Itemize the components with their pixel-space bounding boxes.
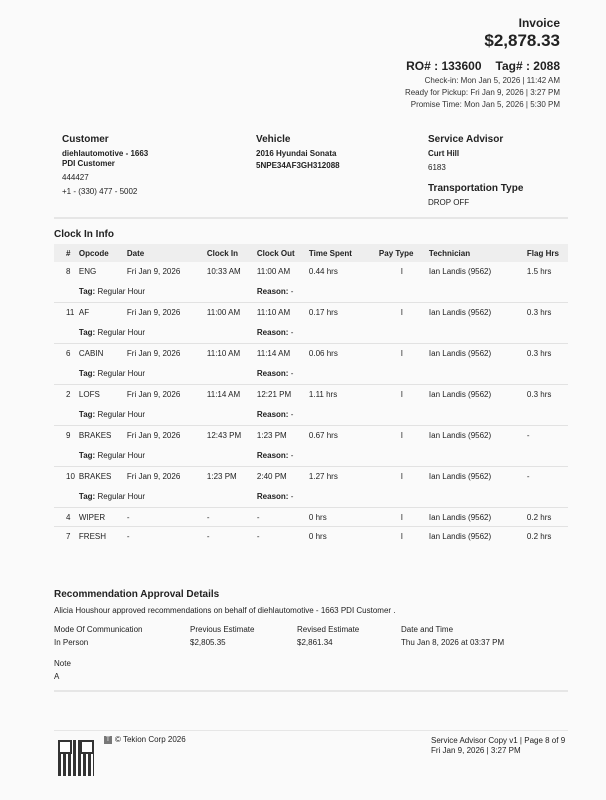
pay-type: I xyxy=(400,471,404,481)
advisor-name: Curt Hill xyxy=(428,149,460,158)
recommendation-title: Recommendation Approval Details xyxy=(54,589,220,600)
clock-out: 1:23 PM xyxy=(256,430,287,440)
time-spent: 0 hrs xyxy=(308,512,327,522)
reason: Reason: - xyxy=(256,491,294,501)
customer-name: diehlautomotive - 1663 xyxy=(62,149,149,158)
customer-block xyxy=(62,134,148,198)
note-block xyxy=(54,657,568,683)
opcode: CABIN xyxy=(78,348,104,358)
row-num: 6 xyxy=(66,348,71,358)
invoice-header xyxy=(405,16,560,109)
pay-type: I xyxy=(400,266,404,276)
clock-out: 2:40 PM xyxy=(256,471,287,481)
date: - xyxy=(126,531,130,541)
tag-row xyxy=(54,362,568,384)
tag-number: Tag# : 2088 xyxy=(495,59,560,73)
col-time-spent: Time Spent xyxy=(307,244,377,262)
pay-type: I xyxy=(400,512,404,522)
note-value: A xyxy=(54,672,60,681)
technician: Ian Landis (9562) xyxy=(428,430,492,440)
mode-value: In Person xyxy=(54,638,89,647)
advisor-block xyxy=(428,134,523,209)
copyright-text: © Tekion Corp 2026 xyxy=(115,735,186,744)
tag-row xyxy=(54,321,568,343)
clock-in-table xyxy=(54,244,568,545)
time-spent: 0.67 hrs xyxy=(308,430,338,440)
customer-phone: +1 - (330) 477 - 5002 xyxy=(62,187,138,196)
time-spent: 1.27 hrs xyxy=(308,471,338,481)
clock-in: 11:00 AM xyxy=(206,307,241,317)
tag: Tag: Regular Hour xyxy=(78,368,146,378)
tekion-logo-icon: T xyxy=(104,736,112,744)
divider xyxy=(54,217,568,219)
clock-out: 11:14 AM xyxy=(256,348,291,358)
reason: Reason: - xyxy=(256,368,294,378)
technician: Ian Landis (9562) xyxy=(428,266,492,276)
vehicle-title: Vehicle xyxy=(256,134,291,145)
flag-hrs: 0.3 hrs xyxy=(526,348,552,358)
reason: Reason: - xyxy=(256,327,294,337)
clock-in: 11:14 AM xyxy=(206,389,241,399)
flag-hrs: - xyxy=(526,471,530,481)
technician: Ian Landis (9562) xyxy=(428,471,492,481)
revised-estimate-value: $2,861.34 xyxy=(297,638,333,647)
row-num: 10 xyxy=(66,471,75,481)
customer-id: 444427 xyxy=(62,173,89,182)
opcode: WIPER xyxy=(78,512,106,522)
flag-hrs: 0.2 hrs xyxy=(526,512,552,522)
pay-type: I xyxy=(400,531,404,541)
transport-type: DROP OFF xyxy=(428,198,470,207)
opcode: BRAKES xyxy=(78,430,112,440)
ro-number: RO# : 133600 xyxy=(406,59,482,73)
table-row xyxy=(54,508,568,526)
table-row xyxy=(54,527,568,545)
tag-row xyxy=(54,485,568,507)
date: Fri Jan 9, 2026 xyxy=(126,430,181,440)
clock-in: 1:23 PM xyxy=(206,471,237,481)
technician: Ian Landis (9562) xyxy=(428,512,492,522)
flag-hrs: - xyxy=(526,430,530,440)
table-row xyxy=(54,344,568,362)
recommendation-section xyxy=(54,589,568,683)
reason: Reason: - xyxy=(256,286,294,296)
pay-type: I xyxy=(400,307,404,317)
vehicle-block xyxy=(256,134,340,172)
date-time-label: Date and Time xyxy=(401,625,454,634)
time-spent: 1.11 hrs xyxy=(308,389,338,399)
estimate-grid xyxy=(54,623,568,649)
technician: Ian Landis (9562) xyxy=(428,348,492,358)
col-num: # xyxy=(54,244,77,262)
time-spent: 0 hrs xyxy=(308,531,327,541)
date: Fri Jan 9, 2026 xyxy=(126,471,181,481)
tag: Tag: Regular Hour xyxy=(78,450,146,460)
table-header xyxy=(54,244,568,262)
flag-hrs: 0.2 hrs xyxy=(526,531,552,541)
pay-type: I xyxy=(400,348,404,358)
customer-title: Customer xyxy=(62,134,109,145)
printed-time: Fri Jan 9, 2026 | 3:27 PM xyxy=(431,746,521,755)
clock-in: - xyxy=(206,531,210,541)
row-num: 11 xyxy=(66,307,75,317)
invoice-total: $2,878.33 xyxy=(484,31,560,50)
col-technician: Technician xyxy=(427,244,525,262)
customer-name-2: PDI Customer xyxy=(62,159,115,168)
clock-in-title: Clock In Info xyxy=(54,229,114,240)
revised-estimate-label: Revised Estimate xyxy=(297,625,360,634)
flag-hrs: 0.3 hrs xyxy=(526,389,552,399)
note-label: Note xyxy=(54,659,71,668)
opcode: BRAKES xyxy=(78,471,112,481)
flag-hrs: 1.5 hrs xyxy=(526,266,552,276)
table-row xyxy=(54,467,568,485)
reason: Reason: - xyxy=(256,450,294,460)
transport-title: Transportation Type xyxy=(428,183,524,194)
table-row xyxy=(54,303,568,321)
doc-type: Invoice xyxy=(518,16,560,30)
pay-type: I xyxy=(400,389,404,399)
table-row xyxy=(54,262,568,280)
vehicle-vin: 5NPE34AF3GH312088 xyxy=(256,161,340,170)
tag-row xyxy=(54,403,568,425)
clock-out: 11:00 AM xyxy=(256,266,291,276)
approval-statement: Alicia Houshour approved recommendations on behalf of diehlautomotive - 1663 PDI Customer . xyxy=(54,606,396,615)
divider xyxy=(54,690,568,692)
time-spent: 0.17 hrs xyxy=(308,307,338,317)
tag-row xyxy=(54,280,568,302)
table-row xyxy=(54,385,568,403)
clock-out: 12:21 PM xyxy=(256,389,292,399)
col-flag-hrs: Flag Hrs xyxy=(525,244,568,262)
reason: Reason: - xyxy=(256,409,294,419)
opcode: AF xyxy=(78,307,90,317)
tag: Tag: Regular Hour xyxy=(78,409,146,419)
date: Fri Jan 9, 2026 xyxy=(126,307,181,317)
date: - xyxy=(126,512,130,522)
check-in: Check-in: Mon Jan 5, 2026 | 11:42 AM xyxy=(424,76,560,85)
tag-row xyxy=(54,444,568,466)
col-opcode: Opcode xyxy=(77,244,125,262)
time-spent: 0.06 hrs xyxy=(308,348,338,358)
row-num: 8 xyxy=(66,266,71,276)
date: Fri Jan 9, 2026 xyxy=(126,348,181,358)
pay-type: I xyxy=(400,430,404,440)
promise-time: Promise Time: Mon Jan 5, 2026 | 5:30 PM xyxy=(410,100,560,109)
flag-hrs: 0.3 hrs xyxy=(526,307,552,317)
tag: Tag: Regular Hour xyxy=(78,286,146,296)
copy-info: Service Advisor Copy v1 | Page 8 of 9 xyxy=(431,736,566,745)
opcode: ENG xyxy=(78,266,97,276)
clock-out: - xyxy=(256,531,260,541)
col-pay-type: Pay Type xyxy=(377,244,427,262)
tag: Tag: Regular Hour xyxy=(78,327,146,337)
row-num: 7 xyxy=(66,531,71,541)
ro-tag-line xyxy=(405,59,560,73)
row-num: 2 xyxy=(66,389,71,399)
advisor-title: Service Advisor xyxy=(428,134,504,145)
advisor-id: 6183 xyxy=(428,163,446,172)
technician: Ian Landis (9562) xyxy=(428,531,492,541)
clock-in: 12:43 PM xyxy=(206,430,242,440)
table-row xyxy=(54,426,568,444)
copyright xyxy=(104,735,186,744)
technician: Ian Landis (9562) xyxy=(428,389,492,399)
clock-in: 10:33 AM xyxy=(206,266,241,276)
date: Fri Jan 9, 2026 xyxy=(126,389,181,399)
opcode: LOFS xyxy=(78,389,100,399)
opcode: FRESH xyxy=(78,531,107,541)
ready-for-pickup: Ready for Pickup: Fri Jan 9, 2026 | 3:27 PM xyxy=(404,88,560,97)
row-num: 4 xyxy=(66,512,71,522)
vehicle-model: 2016 Hyundai Sonata xyxy=(256,149,337,158)
date: Fri Jan 9, 2026 xyxy=(126,266,181,276)
clock-out: - xyxy=(256,512,260,522)
date-time-value: Thu Jan 8, 2026 at 03:37 PM xyxy=(401,638,505,647)
clock-in: - xyxy=(206,512,210,522)
qr-code-icon xyxy=(58,740,94,776)
divider xyxy=(54,730,568,731)
footer-info xyxy=(431,736,565,756)
tag: Tag: Regular Hour xyxy=(78,491,146,501)
clock-out: 11:10 AM xyxy=(256,307,291,317)
technician: Ian Landis (9562) xyxy=(428,307,492,317)
mode-label: Mode Of Communication xyxy=(54,625,143,634)
time-spent: 0.44 hrs xyxy=(308,266,338,276)
col-clock-out: Clock Out xyxy=(255,244,307,262)
previous-estimate-label: Previous Estimate xyxy=(190,625,255,634)
col-date: Date xyxy=(125,244,205,262)
col-clock-in: Clock In xyxy=(205,244,255,262)
previous-estimate-value: $2,805.35 xyxy=(190,638,226,647)
clock-in: 11:10 AM xyxy=(206,348,241,358)
row-num: 9 xyxy=(66,430,71,440)
